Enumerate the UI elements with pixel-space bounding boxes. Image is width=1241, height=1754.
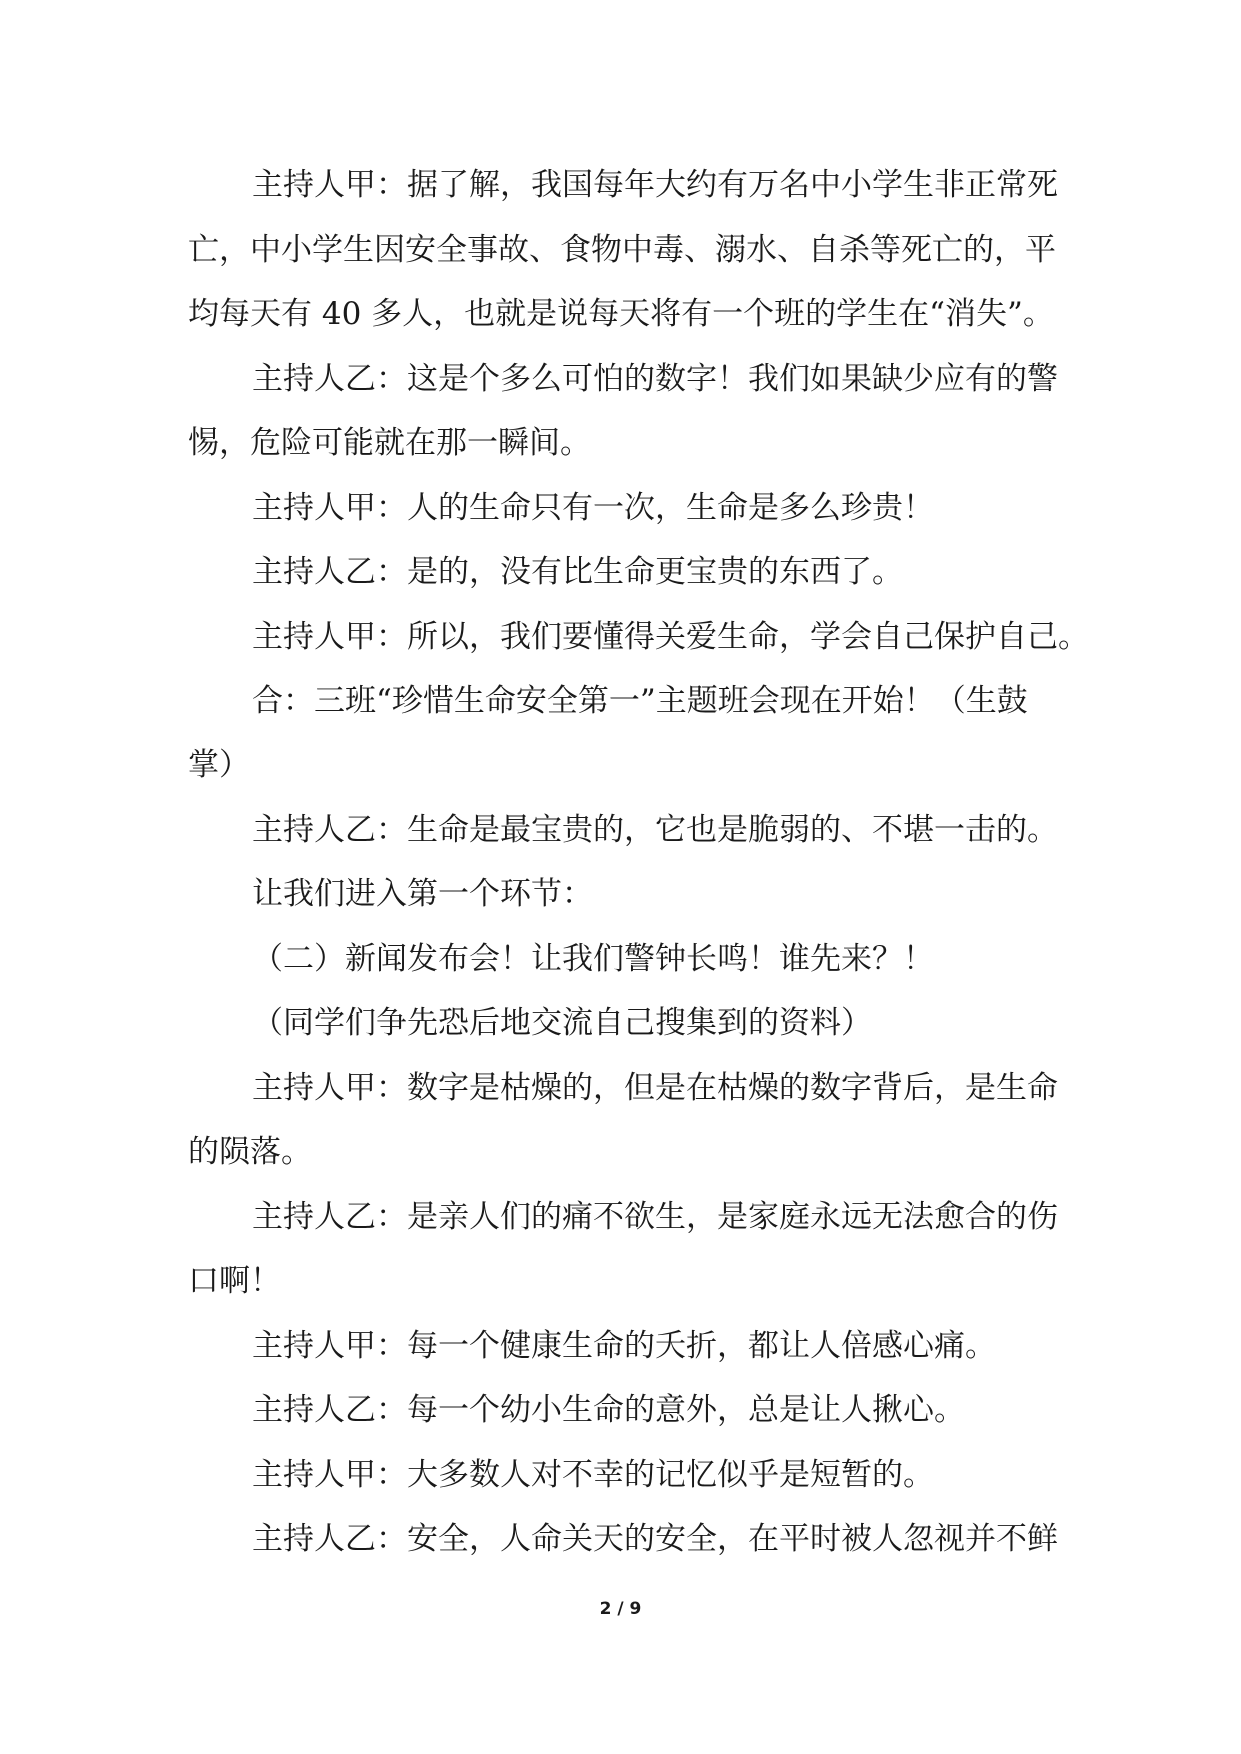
text-line: （同学们争先恐后地交流自己搜集到的资料） bbox=[252, 1005, 872, 1041]
text-line: 主持人甲：所以，我们要懂得关爱生命，学会自己保护自己。 bbox=[252, 619, 1089, 655]
text-line: 口啊！ bbox=[188, 1263, 281, 1299]
text-line: 主持人甲：人的生命只有一次，生命是多么珍贵！ bbox=[252, 490, 934, 526]
text-line: 主持人乙：这是个多么可怕的数字！我们如果缺少应有的警 bbox=[252, 361, 1058, 397]
text-line: 合：三班“珍惜生命安全第一”主题班会现在开始！（生鼓 bbox=[252, 683, 1028, 719]
text-line: 主持人乙：每一个幼小生命的意外，总是让人揪心。 bbox=[252, 1392, 965, 1428]
text-line: 主持人甲：数字是枯燥的，但是在枯燥的数字背后，是生命 bbox=[252, 1070, 1058, 1106]
text-line: 主持人甲：据了解，我国每年大约有万名中小学生非正常死 bbox=[252, 167, 1058, 203]
text-line: 主持人甲：大多数人对不幸的记忆似乎是短暂的。 bbox=[252, 1457, 934, 1493]
text-line: 均每天有 40 多人，也就是说每天将有一个班的学生在“消失”。 bbox=[188, 296, 1054, 332]
text-line: 主持人乙：是的，没有比生命更宝贵的东西了。 bbox=[252, 554, 903, 590]
text-line: 的陨落。 bbox=[188, 1134, 312, 1170]
text-line: 主持人乙：生命是最宝贵的，它也是脆弱的、不堪一击的。 bbox=[252, 812, 1058, 848]
text-line: 主持人甲：每一个健康生命的夭折，都让人倍感心痛。 bbox=[252, 1328, 996, 1364]
text-line: 掌） bbox=[188, 747, 250, 783]
text-line: 惕，危险可能就在那一瞬间。 bbox=[188, 425, 591, 461]
text-line: 亡，中小学生因安全事故、食物中毒、溺水、自杀等死亡的，平 bbox=[188, 232, 1056, 268]
text-line: 主持人乙：安全，人命关天的安全，在平时被人忽视并不鲜 bbox=[252, 1521, 1058, 1557]
page-number: 2 / 9 bbox=[599, 1599, 642, 1619]
text-line: 主持人乙：是亲人们的痛不欲生，是家庭永远无法愈合的伤 bbox=[252, 1199, 1058, 1235]
text-line: （二）新闻发布会！让我们警钟长鸣！谁先来？！ bbox=[252, 941, 934, 977]
text-line: 让我们进入第一个环节： bbox=[252, 876, 593, 912]
